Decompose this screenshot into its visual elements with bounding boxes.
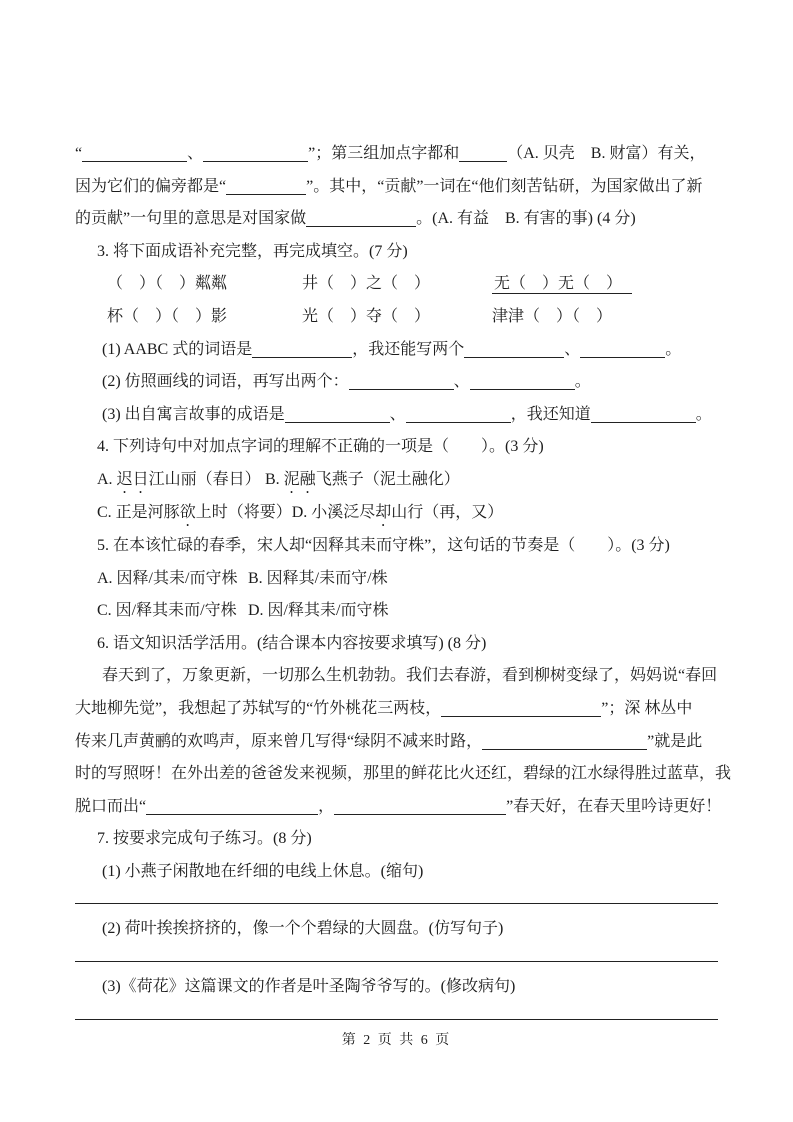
option-item xyxy=(97,595,248,628)
text-run: ，我还知道 xyxy=(510,405,591,423)
blank-field xyxy=(285,422,390,423)
text-run: 飞燕子（泥土融化） xyxy=(315,470,460,488)
option-item xyxy=(97,563,248,596)
blank-field xyxy=(226,194,306,195)
text-run: B. 因释其/耒而守/株 xyxy=(248,569,388,587)
option-item xyxy=(292,497,504,530)
blank-field xyxy=(146,814,318,815)
text-run: 。(A. 有益 B. 有害的事) (4 分) xyxy=(416,210,636,228)
text-run: ”春天好，在春天里吟诗更好！ xyxy=(506,797,722,815)
blank-field xyxy=(482,749,647,750)
text-run: ，我还能写两个 xyxy=(352,340,465,358)
text-run: 的贡献”一句里的意思是对国家做 xyxy=(75,210,307,228)
blank-field xyxy=(306,226,416,227)
answer-line xyxy=(75,961,718,962)
exam-line xyxy=(75,203,718,236)
text-run: 4. 下列诗句中对加点字词的理解不正确的一项是（ ）。(3 分) xyxy=(97,438,544,456)
exam-line xyxy=(75,236,718,269)
blank-field xyxy=(591,422,696,423)
exam-line xyxy=(75,971,718,1004)
exam-line xyxy=(75,301,718,334)
option-item xyxy=(97,497,292,530)
blank-field xyxy=(406,422,511,423)
text-run: (2) 荷叶挨挨挤挤的，像一个个碧绿的大圆盘。(仿写句子) xyxy=(102,920,504,938)
text-run: “ xyxy=(75,145,83,162)
answer-line xyxy=(75,903,718,904)
text-run: C. 正是河豚 xyxy=(97,503,180,521)
text-run: 传来几声黄鹂的欢鸣声，原来曾几写得“绿阴不减来时路， xyxy=(75,732,483,750)
exam-line xyxy=(75,856,718,889)
text-run: ， xyxy=(318,797,335,815)
exam-line xyxy=(75,464,718,497)
text-run: A. xyxy=(97,470,117,488)
exam-line xyxy=(75,693,718,726)
emphasis-dotted-text: 泥融 xyxy=(283,470,316,488)
text-run: ”。其中，“贡献”一词在“他们刻苦钻研，为国家做出了新 xyxy=(306,177,703,195)
blank-field xyxy=(580,357,665,358)
text-run: 3. 将下面成语补充完整，再完成填空。(7 分) xyxy=(97,242,408,260)
text-run: 6. 语文知识活学活用。(结合课本内容按要求填写) (8 分) xyxy=(97,634,487,652)
option-item xyxy=(248,595,388,628)
text-run: (1) 小燕子闲散地在纤细的电线上休息。(缩句) xyxy=(102,862,424,880)
text-run: 时的写照呀！在外出差的爸爸发来视频，那里的鲜花比火还红，碧绿的江水绿得胜过蓝草，我 xyxy=(75,765,732,783)
blank-field xyxy=(252,357,352,358)
exam-line xyxy=(75,530,718,563)
text-run: 。 xyxy=(695,405,712,423)
text-run: (2) 仿照画线的词语，再写出两个： xyxy=(102,373,349,391)
text-run: 上时（将要） xyxy=(195,503,292,521)
exam-line xyxy=(75,758,732,791)
blank-field xyxy=(82,161,187,162)
text-run: D. 小溪泛尽 xyxy=(291,503,376,521)
text-run: ”；第三组加点字都和 xyxy=(308,145,460,162)
text-run: ”就是此 xyxy=(647,732,703,750)
option-item xyxy=(248,563,388,596)
text-run: A. 因释/其耒/而守株 xyxy=(97,569,238,587)
text-run: 春天到了，万象更新，一切那么生机勃勃。我们去春游，看到柳树变绿了，妈妈说“春回 xyxy=(102,667,718,685)
page-footer: 第 2 页 共 6 页 xyxy=(341,1032,452,1048)
exam-line xyxy=(75,595,718,628)
exam-line xyxy=(75,366,718,399)
exam-line xyxy=(75,823,718,856)
exam-line xyxy=(75,268,718,301)
emphasis-dotted-text: 欲 xyxy=(179,503,196,521)
exam-line xyxy=(75,660,718,693)
exam-line xyxy=(75,399,718,432)
emphasis-dotted-text: 却 xyxy=(375,503,392,521)
exam-body xyxy=(75,138,732,1020)
text-run: （A. 贝壳 B. 财富）有关， xyxy=(507,145,706,162)
blank-field xyxy=(470,389,575,390)
text-run: 7. 按要求完成句子练习。(8 分) xyxy=(97,830,312,848)
exam-line xyxy=(75,497,718,530)
text-run: 、 xyxy=(389,405,406,423)
text-run: D. 因/释其耒/而守株 xyxy=(248,602,389,620)
blank-field xyxy=(334,814,506,815)
exam-line xyxy=(75,563,718,596)
idiom-cell: （ ）（ ）粼粼 xyxy=(107,275,228,293)
text-run: 、 xyxy=(564,340,581,358)
blank-field xyxy=(349,389,454,390)
text-run: 5. 在本该忙碌的春季，宋人却“因释其耒而守株”，这句话的节奏是（ ）。(3 分) xyxy=(97,536,670,554)
exam-line xyxy=(75,431,718,464)
text-run: 江山丽（春日） xyxy=(148,470,261,488)
idiom-cell: 井（ ）之（ ） xyxy=(302,275,431,293)
exam-line xyxy=(75,913,718,946)
blank-field xyxy=(203,161,308,162)
exam-line xyxy=(75,726,718,759)
text-run: 山行（再，又） xyxy=(391,503,504,521)
option-item xyxy=(265,464,460,497)
emphasis-dotted-text: 迟日 xyxy=(116,470,149,488)
exam-line xyxy=(75,628,718,661)
text-run: ”；深 林丛中 xyxy=(601,699,693,717)
blank-field xyxy=(441,716,601,717)
text-run: B. xyxy=(265,470,284,488)
text-run: 大地柳先觉”，我想起了苏轼写的“竹外桃花三两枝， xyxy=(75,699,442,717)
text-run: 因为它们的偏旁都是“ xyxy=(75,177,227,195)
idiom-cell xyxy=(492,268,632,301)
text-run: C. 因/释其耒而/守株 xyxy=(97,602,237,620)
exam-line xyxy=(75,334,718,367)
text-run: (1) AABC 式的词语是 xyxy=(102,340,253,358)
text-run: (3)《荷花》这篇课文的作者是叶圣陶爷爷写的。(修改病句) xyxy=(102,978,516,996)
answer-line xyxy=(75,1019,718,1020)
exam-line xyxy=(75,171,718,204)
idiom-cell: 杯（ ）（ ）影 xyxy=(107,307,228,325)
text-run: (3) 出自寓言故事的成语是 xyxy=(102,405,285,423)
exam-line xyxy=(75,791,722,824)
underlined-idiom: 无（ ）无（ ） xyxy=(492,275,632,294)
idiom-cell: 津津（ ）（ ） xyxy=(492,307,613,325)
text-run: 脱口而出“ xyxy=(75,797,147,815)
text-run: 。 xyxy=(574,373,591,391)
idiom-cell: 光（ ）夺（ ） xyxy=(302,307,431,325)
text-run: 。 xyxy=(665,340,682,358)
blank-field xyxy=(464,357,564,358)
exam-line xyxy=(75,138,718,171)
text-run: 、 xyxy=(187,145,204,162)
option-item xyxy=(97,464,265,497)
text-run: 、 xyxy=(453,373,470,391)
blank-field xyxy=(459,161,507,162)
